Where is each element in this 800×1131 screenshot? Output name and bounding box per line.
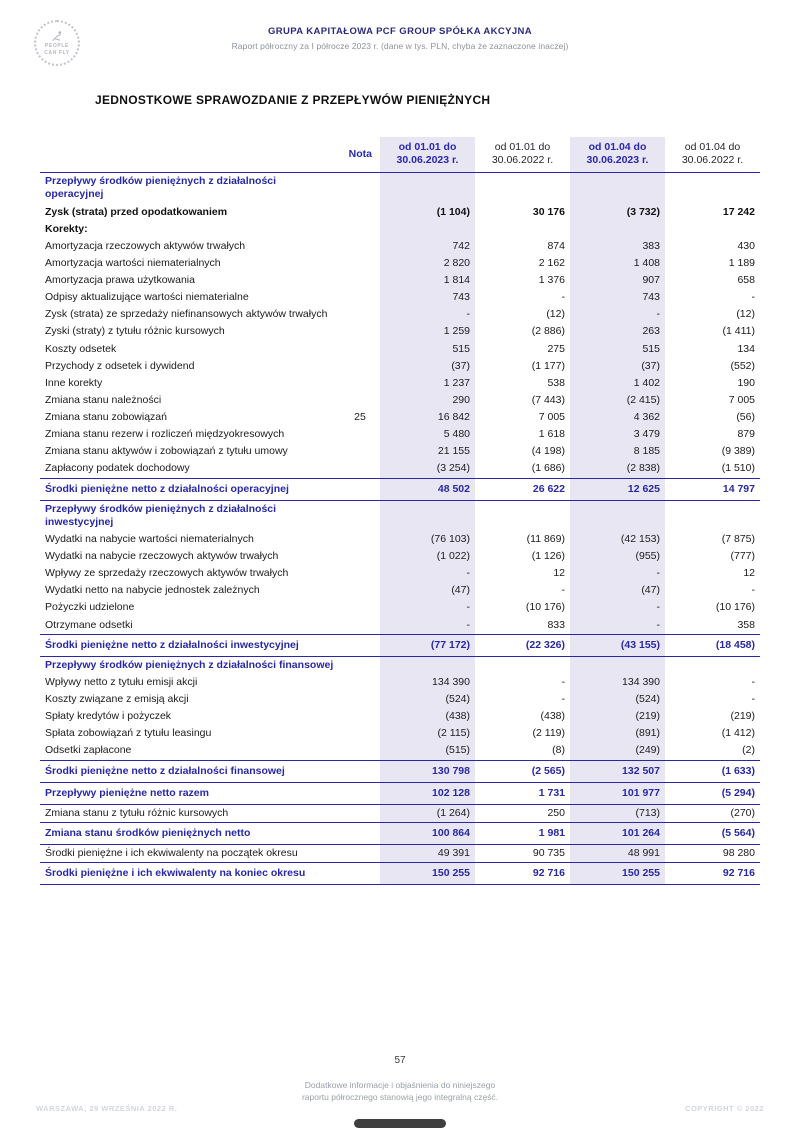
row-nota — [340, 306, 380, 323]
header-period-1: od 01.01 do 30.06.2023 r. — [380, 137, 475, 173]
row-value: 658 — [737, 274, 755, 286]
table-row — [40, 460, 760, 478]
row-value — [380, 500, 475, 531]
row-value: 743 — [570, 289, 665, 306]
row-value: 2 820 — [380, 255, 475, 272]
row-label: Koszty związane z emisją akcji — [45, 693, 189, 705]
row-value: 150 255 — [570, 863, 665, 885]
cashflow-table-body — [40, 173, 760, 885]
row-value: (2 565) — [475, 760, 570, 782]
row-label: Środki pieniężne netto z działalności operacyjnej — [40, 478, 340, 500]
row-value: 92 716 — [475, 863, 570, 885]
row-label: Przepływy środków pieniężnych z działalności inwestycyjnej — [45, 502, 277, 528]
row-value — [475, 173, 570, 204]
row-value: - — [751, 675, 755, 688]
row-value: (7 875) — [721, 532, 755, 545]
row-nota: 25 — [354, 411, 366, 423]
row-value: 743 — [380, 289, 475, 306]
row-value: 132 507 — [570, 760, 665, 782]
row-value: 150 255 — [380, 863, 475, 885]
row-label: Amortyzacja prawa użytkowania — [45, 274, 195, 286]
header-period-4: od 01.04 do 30.06.2022 r. — [665, 137, 760, 173]
row-value: 48 991 — [570, 845, 665, 863]
row-nota — [340, 272, 380, 289]
table-row — [40, 656, 760, 674]
table-row — [40, 272, 760, 289]
row-nota — [340, 582, 380, 599]
row-nota — [340, 358, 380, 375]
row-value: (270) — [730, 806, 755, 819]
row-label: Zapłacony podatek dochodowy — [45, 462, 190, 475]
row-value: (12) — [736, 308, 755, 321]
row-value: (524) — [570, 691, 665, 708]
row-value: (524) — [380, 691, 475, 708]
row-value: 538 — [547, 376, 565, 389]
row-value: 12 — [743, 567, 755, 580]
row-value: - — [561, 291, 565, 304]
table-row — [40, 845, 760, 863]
row-nota — [340, 392, 380, 409]
row-value: (2) — [742, 744, 755, 757]
row-value: - — [380, 306, 475, 323]
row-nota — [340, 656, 380, 674]
row-value: 17 242 — [722, 205, 755, 218]
row-value: (18 458) — [665, 634, 760, 656]
row-value: (219) — [730, 710, 755, 723]
row-label: Przychody z odsetek i dywidend — [45, 359, 195, 372]
row-value: (3 732) — [570, 204, 665, 221]
row-value: (1 177) — [531, 359, 565, 372]
row-label: Środki pieniężne netto z działalności finansowej — [40, 760, 340, 782]
row-label: Spłaty kredytów i pożyczek — [45, 710, 172, 723]
table-row — [40, 863, 760, 885]
table-row — [40, 392, 760, 409]
row-label: Wpływy netto z tytułu emisji akcji — [45, 675, 198, 688]
table-row — [40, 674, 760, 691]
row-nota — [340, 863, 380, 885]
row-value: (10 176) — [525, 601, 565, 614]
row-value: (1 126) — [531, 550, 565, 562]
row-label: Odsetki zapłacone — [45, 744, 132, 757]
row-value: - — [751, 693, 755, 705]
row-value: - — [380, 565, 475, 582]
row-value: 4 362 — [570, 409, 665, 426]
row-value — [380, 656, 475, 674]
row-value — [665, 221, 760, 238]
row-nota — [340, 708, 380, 725]
row-nota — [340, 173, 380, 204]
row-value: (1 022) — [380, 548, 475, 565]
row-label: Amortyzacja wartości niematerialnych — [45, 256, 221, 269]
header-empty-cell — [40, 137, 340, 173]
row-nota — [340, 691, 380, 708]
row-value — [570, 656, 665, 674]
row-value: (552) — [730, 359, 755, 372]
table-row — [40, 599, 760, 616]
row-value: 879 — [737, 428, 755, 441]
row-nota — [340, 599, 380, 616]
row-value: 14 797 — [665, 478, 760, 500]
row-value — [475, 500, 570, 531]
flying-person-icon — [51, 30, 64, 43]
table-row — [40, 804, 760, 822]
row-value: 515 — [570, 341, 665, 358]
row-value: 101 264 — [570, 822, 665, 844]
footer-note-line2: raportu półrocznego stanowią jego integralną część. — [301, 1091, 499, 1102]
row-value: (47) — [380, 582, 475, 599]
row-label: Wpływy ze sprzedaży rzeczowych aktywów trwałych — [45, 567, 289, 580]
row-value: 1 402 — [570, 375, 665, 392]
row-label: Środki pieniężne i ich ekwiwalenty na koniec okresu — [40, 863, 340, 885]
row-label: Zmiana stanu z tytułu różnic kursowych — [45, 806, 229, 819]
row-value: 134 390 — [570, 674, 665, 691]
row-nota — [340, 460, 380, 478]
footer-note — [0, 1080, 800, 1104]
table-row — [40, 426, 760, 443]
table-row — [40, 255, 760, 272]
row-value: 102 128 — [380, 782, 475, 804]
table-row — [40, 375, 760, 392]
row-nota — [340, 548, 380, 565]
row-label: Amortyzacja rzeczowych aktywów trwałych — [45, 239, 246, 252]
row-value: 1 376 — [538, 274, 565, 286]
row-value: 1 814 — [380, 272, 475, 289]
row-value: 3 479 — [570, 426, 665, 443]
row-value: (891) — [570, 725, 665, 742]
row-value — [570, 500, 665, 531]
row-label: Koszty odsetek — [45, 342, 117, 355]
row-value: 907 — [570, 272, 665, 289]
row-value: 275 — [547, 342, 565, 355]
page-header — [0, 0, 800, 56]
row-value: 1 408 — [570, 255, 665, 272]
row-value — [570, 173, 665, 204]
row-value: (3 254) — [380, 460, 475, 478]
row-nota — [340, 617, 380, 635]
row-nota — [340, 323, 380, 340]
row-nota — [340, 845, 380, 863]
table-row — [40, 582, 760, 599]
row-value: 12 625 — [570, 478, 665, 500]
row-value: (2 886) — [531, 325, 565, 338]
row-nota — [340, 289, 380, 306]
row-value: 833 — [547, 618, 565, 631]
row-nota — [340, 804, 380, 822]
table-row — [40, 478, 760, 500]
row-value: (10 176) — [715, 601, 755, 614]
row-value — [380, 173, 475, 204]
row-value: (1 510) — [721, 462, 755, 475]
row-nota — [340, 742, 380, 760]
row-value: (955) — [570, 548, 665, 565]
table-row — [40, 634, 760, 656]
row-value: (22 326) — [475, 634, 570, 656]
row-value: 250 — [547, 806, 565, 819]
row-nota — [340, 255, 380, 272]
row-value: 7 005 — [728, 393, 755, 406]
row-value: (47) — [570, 582, 665, 599]
row-value: 5 480 — [380, 426, 475, 443]
row-value: (12) — [546, 308, 565, 321]
row-nota — [340, 426, 380, 443]
row-value: 92 716 — [665, 863, 760, 885]
row-value: 8 185 — [570, 443, 665, 460]
row-nota — [340, 443, 380, 460]
header-nota: Nota — [340, 137, 380, 173]
row-value: 1 981 — [475, 822, 570, 844]
table-row — [40, 500, 760, 531]
table-header-row — [40, 137, 760, 173]
table-row — [40, 409, 760, 426]
row-value: - — [380, 617, 475, 635]
row-nota — [340, 760, 380, 782]
footer-copyright: COPYRIGHT © 2022 — [685, 1104, 764, 1113]
row-label: Przepływy środków pieniężnych z działalności finansowej — [45, 658, 334, 671]
row-value: 263 — [570, 323, 665, 340]
row-nota — [340, 822, 380, 844]
row-label: Zmiana stanu należności — [45, 393, 162, 406]
row-value: 21 155 — [380, 443, 475, 460]
scrollbar-thumb[interactable] — [354, 1119, 446, 1128]
row-value: 515 — [380, 341, 475, 358]
document-title: JEDNOSTKOWE SPRAWOZDANIE Z PRZEPŁYWÓW PIENIĘŻNYCH — [95, 93, 491, 107]
row-value — [665, 656, 760, 674]
table-row — [40, 306, 760, 323]
row-value: 100 864 — [380, 822, 475, 844]
row-value: - — [751, 584, 755, 597]
table-row — [40, 760, 760, 782]
row-value: (1 633) — [665, 760, 760, 782]
report-subtitle: Raport półroczny za I półrocze 2023 r. (dane w tys. PLN, chyba że zaznaczone inaczej) — [231, 41, 569, 51]
row-value: (56) — [736, 411, 755, 423]
row-value: 1 731 — [475, 782, 570, 804]
table-row — [40, 565, 760, 582]
row-label: Zysk (strata) przed opodatkowaniem — [45, 205, 228, 218]
row-value: - — [561, 584, 565, 597]
row-value: 874 — [547, 239, 565, 252]
row-nota — [340, 375, 380, 392]
row-nota — [340, 341, 380, 358]
header-period-3: od 01.04 do 30.06.2023 r. — [570, 137, 665, 173]
row-value: 90 735 — [532, 847, 565, 859]
row-value: 26 622 — [475, 478, 570, 500]
row-value: (76 103) — [380, 531, 475, 548]
row-value: (1 264) — [380, 804, 475, 822]
row-value: (249) — [570, 742, 665, 760]
row-value: 101 977 — [570, 782, 665, 804]
row-value: (9 389) — [721, 445, 755, 458]
row-value: 383 — [570, 238, 665, 255]
row-nota — [340, 204, 380, 221]
row-value: (43 155) — [570, 634, 665, 656]
row-label: Zmiana stanu zobowiązań — [45, 411, 167, 423]
row-value: - — [570, 599, 665, 616]
table-row — [40, 531, 760, 548]
row-label: Odpisy aktualizujące wartości niematerialne — [45, 291, 249, 304]
row-value: (5 294) — [665, 782, 760, 804]
cashflow-table — [40, 137, 760, 885]
row-value — [380, 221, 475, 238]
page-number: 57 — [394, 1055, 406, 1066]
row-label: Zmiana stanu rezerw i rozliczeń międzyokresowych — [45, 428, 285, 441]
row-label: Spłata zobowiązań z tytułu leasingu — [45, 727, 212, 740]
row-value: (2 838) — [570, 460, 665, 478]
row-value: (438) — [540, 710, 565, 723]
row-value: 2 162 — [538, 256, 565, 269]
row-value: (438) — [380, 708, 475, 725]
table-row — [40, 725, 760, 742]
row-label: Inne korekty — [45, 376, 103, 389]
footer-note-line1: Dodatkowe informacje i objaśnienia do niniejszego — [304, 1080, 496, 1090]
row-label: Wydatki na nabycie wartości niematerialnych — [45, 532, 254, 545]
row-nota — [340, 531, 380, 548]
table-row — [40, 708, 760, 725]
row-value: (37) — [570, 358, 665, 375]
row-value: (37) — [380, 358, 475, 375]
row-value: (713) — [570, 804, 665, 822]
row-value: 190 — [737, 376, 755, 389]
table-row — [40, 221, 760, 238]
footer-location-date: WARSZAWA, 29 WRZEŚNIA 2022 R. — [36, 1104, 178, 1113]
row-value: 49 391 — [380, 845, 475, 863]
row-value: 1 618 — [538, 428, 565, 441]
row-value: (4 198) — [531, 445, 565, 458]
row-value: (77 172) — [380, 634, 475, 656]
table-row — [40, 443, 760, 460]
table-row — [40, 238, 760, 255]
row-value: (2 415) — [570, 392, 665, 409]
row-value: 48 502 — [380, 478, 475, 500]
row-nota — [340, 565, 380, 582]
row-value: (1 411) — [722, 325, 755, 338]
row-value: (2 115) — [380, 725, 475, 742]
row-nota — [340, 238, 380, 255]
row-value: 1 259 — [380, 323, 475, 340]
row-value: (1 412) — [721, 727, 755, 740]
row-value: 358 — [737, 618, 755, 631]
row-value: 430 — [737, 239, 755, 252]
row-label: Zmiana stanu środków pieniężnych netto — [40, 822, 340, 844]
table-row — [40, 548, 760, 565]
table-row — [40, 691, 760, 708]
pcf-logo — [34, 20, 80, 66]
row-label: Środki pieniężne netto z działalności inwestycyjnej — [40, 634, 340, 656]
table-row — [40, 742, 760, 760]
row-value: (515) — [380, 742, 475, 760]
row-value: - — [561, 693, 565, 705]
row-nota — [340, 478, 380, 500]
row-value: 1 237 — [380, 375, 475, 392]
row-label: Otrzymane odsetki — [45, 618, 133, 631]
row-value: 134 — [737, 342, 755, 355]
row-value: - — [751, 291, 755, 304]
row-value: - — [570, 565, 665, 582]
row-value: 16 842 — [380, 409, 475, 426]
table-row — [40, 323, 760, 340]
row-value: 130 798 — [380, 760, 475, 782]
row-value — [475, 221, 570, 238]
row-value: - — [570, 306, 665, 323]
table-row — [40, 617, 760, 635]
row-value — [665, 500, 760, 531]
row-label: Korekty: — [45, 222, 88, 235]
row-value: (1 686) — [531, 462, 565, 475]
row-value: - — [561, 675, 565, 688]
row-label: Wydatki na nabycie rzeczowych aktywów trwałych — [45, 550, 279, 562]
table-row — [40, 782, 760, 804]
row-value — [475, 656, 570, 674]
row-value: 134 390 — [380, 674, 475, 691]
row-value: (1 104) — [380, 204, 475, 221]
row-nota — [340, 634, 380, 656]
row-value: (7 443) — [531, 393, 565, 406]
row-label: Wydatki netto na nabycie jednostek zależnych — [45, 584, 260, 597]
row-nota — [340, 725, 380, 742]
row-label: Pożyczki udzielone — [45, 601, 135, 614]
row-value: (42 153) — [570, 531, 665, 548]
table-row — [40, 358, 760, 375]
table-row — [40, 173, 760, 204]
row-value: (2 119) — [532, 727, 565, 740]
row-value: 290 — [380, 392, 475, 409]
row-value: (219) — [570, 708, 665, 725]
row-nota — [340, 674, 380, 691]
row-label: Zmiana stanu aktywów i zobowiązań z tytułu umowy — [45, 445, 288, 458]
header-period-2: od 01.01 do 30.06.2022 r. — [475, 137, 570, 173]
row-value: 1 189 — [728, 256, 755, 269]
table-row — [40, 289, 760, 306]
row-value: 98 280 — [722, 847, 755, 859]
row-nota — [340, 782, 380, 804]
row-nota — [340, 500, 380, 531]
row-value — [665, 173, 760, 204]
row-label: Zyski (straty) z tytułu różnic kursowych — [45, 325, 225, 338]
row-value: 742 — [380, 238, 475, 255]
row-value: (11 869) — [526, 532, 565, 545]
row-value: - — [570, 617, 665, 635]
row-value: 7 005 — [538, 411, 565, 423]
row-value: 12 — [553, 567, 565, 580]
table-row — [40, 341, 760, 358]
row-label: Przepływy pieniężne netto razem — [40, 782, 340, 804]
company-name: GRUPA KAPITAŁOWA PCF GROUP SPÓŁKA AKCYJNA — [267, 26, 533, 37]
row-value: (8) — [552, 744, 565, 757]
table-row — [40, 822, 760, 844]
row-value: (5 564) — [665, 822, 760, 844]
row-value: 30 176 — [532, 205, 565, 218]
row-label: Środki pieniężne i ich ekwiwalenty na początek okresu — [45, 847, 298, 859]
table-row — [40, 204, 760, 221]
logo-text: PEOPLE CAN FLY — [44, 43, 70, 56]
row-label: Zysk (strata) ze sprzedaży niefinansowych aktywów trwałych — [45, 308, 328, 321]
row-nota — [340, 221, 380, 238]
row-label: Przepływy środków pieniężnych z działalności operacyjnej — [45, 175, 277, 201]
row-value — [570, 221, 665, 238]
row-value: (777) — [730, 550, 755, 562]
row-value: - — [380, 599, 475, 616]
